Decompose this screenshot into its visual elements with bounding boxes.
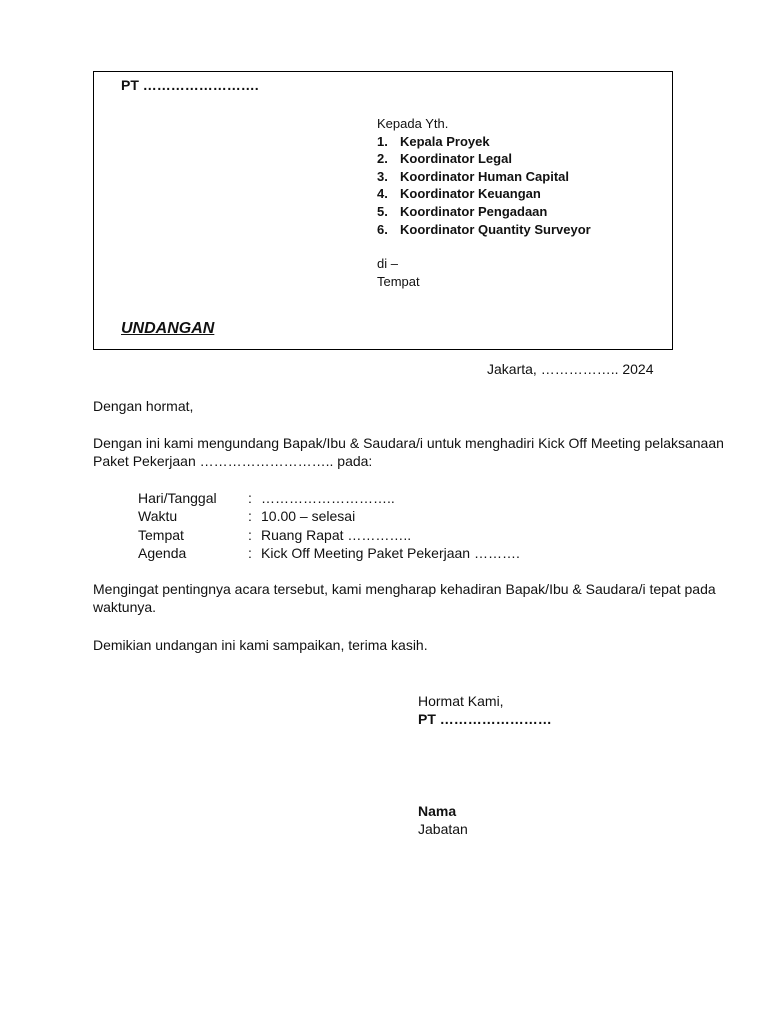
recipient-label: Koordinator Human Capital <box>400 168 570 184</box>
detail-row-place <box>138 526 520 544</box>
detail-label: Waktu <box>138 508 178 525</box>
recipient-label: Koordinator Quantity Surveyor <box>400 221 591 237</box>
greeting: Dengan hormat, <box>93 398 194 414</box>
recipient-number: 4. <box>377 186 388 202</box>
signature-regards: Hormat Kami, <box>418 693 504 709</box>
detail-row-agenda <box>138 544 520 562</box>
detail-separator: : <box>248 490 252 506</box>
company-name: PT ……………………. <box>121 77 259 93</box>
recipient-item <box>377 203 591 221</box>
recipient-number: 5. <box>377 203 388 219</box>
recipient-number: 3. <box>377 168 388 184</box>
recipient-label: Koordinator Keuangan <box>400 186 541 202</box>
recipient-number: 1. <box>377 133 388 149</box>
detail-value: Ruang Rapat ………….. <box>261 526 412 543</box>
closing-paragraph: Mengingat pentingnya acara tersebut, kami mengharap kehadiran Bapak/Ibu & Saudara/i tepat pada waktunya. <box>93 581 716 615</box>
recipient-number: 2. <box>377 151 388 167</box>
recipient-list <box>377 133 591 239</box>
letter-date: Jakarta, …………….. 2024 <box>487 361 654 377</box>
recipient-number: 6. <box>377 221 388 237</box>
recipient-label: Koordinator Pengadaan <box>400 203 548 219</box>
thanks-paragraph: Demikian undangan ini kami sampaikan, terima kasih. <box>93 637 428 653</box>
recipients-block <box>377 115 591 238</box>
destination-place: Tempat <box>377 273 420 289</box>
recipient-label: Koordinator Legal <box>400 151 512 167</box>
signature-block <box>418 692 552 838</box>
detail-label: Tempat <box>138 526 184 543</box>
detail-separator: : <box>248 526 252 543</box>
signature-position: Jabatan <box>418 821 468 837</box>
detail-row-time <box>138 507 520 525</box>
destination-block <box>377 255 420 290</box>
detail-separator: : <box>248 508 252 525</box>
recipient-item <box>377 133 591 151</box>
recipient-item <box>377 150 591 168</box>
recipients-intro: Kepada Yth. <box>377 116 449 131</box>
detail-label: Hari/Tanggal <box>138 490 217 506</box>
detail-separator: : <box>248 545 252 562</box>
signature-name: Nama <box>418 803 457 819</box>
intro-paragraph: Dengan ini kami mengundang Bapak/Ibu & Saudara/i untuk menghadiri Kick Off Meeting pelaksanaan Paket Pekerjaan ……………………….. pada: <box>93 435 724 469</box>
detail-row-date <box>138 489 520 507</box>
recipient-item <box>377 185 591 203</box>
recipient-item <box>377 168 591 186</box>
event-details <box>138 489 520 563</box>
recipient-item <box>377 221 591 239</box>
detail-value: ……………………….. <box>261 490 395 506</box>
detail-value: 10.00 – selesai <box>261 508 356 525</box>
destination-di: di – <box>377 256 398 271</box>
document-title: UNDANGAN <box>121 320 215 337</box>
recipient-label: Kepala Proyek <box>400 133 490 149</box>
detail-value: Kick Off Meeting Paket Pekerjaan ………. <box>261 545 520 562</box>
detail-label: Agenda <box>138 545 187 562</box>
signature-company: PT …………………… <box>418 711 552 727</box>
